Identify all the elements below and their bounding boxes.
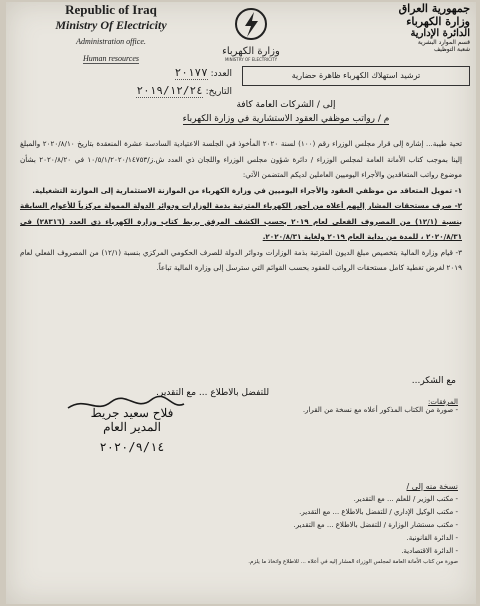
- office-en: Administration office.: [76, 37, 146, 46]
- thanks-line: مع الشكر...: [411, 376, 456, 386]
- copy-item: - مكتب الوزير / للعلم ... مع التقدير.: [353, 495, 458, 503]
- country-ar: جمهورية العراق: [398, 2, 470, 15]
- country-en: Republic of Iraq: [65, 2, 157, 17]
- subject-line: [136, 114, 436, 124]
- ministry-ar: وزارة الكهرباء: [406, 15, 470, 28]
- body-paragraph-1: تحية طيبة... إشارة إلى قرار مجلس الوزراء رقم (١٠٠) لسنة ٢٠٢٠ المأخوذ في الجلسة الاعتيادية السادسة عشرة المنعقدة بتاريخ ٢٠٢٠/٨/١٠ والمبلغ إلينا بموجب كتاب الأمانة العامة لمجلس الوزراء / دائرة شؤون مجلس الوزراء واللجان ذي العدد ش.ز/١٠/٥/١/٢٠٢٠/١٤٧٥٣ في ٢٠٢٠/٨/٢٠ بشأن موضوع رواتب المتعاقدين والأجراء اليوميين العاملين لديكم المتضمن الآتي:: [20, 139, 462, 179]
- logo-english-name: MINISTRY OF ELECTRICITY: [224, 57, 278, 62]
- copies-section: [18, 480, 458, 567]
- number-value: ٢٠١٧٧: [174, 66, 208, 79]
- signatory-name: فلاح سعيد جريط: [90, 406, 174, 420]
- dept-en: Human resources: [82, 54, 140, 63]
- reference-number: [62, 66, 232, 79]
- date-value: ٢٠١٩/١٢/٢٤: [136, 84, 203, 97]
- closing-line: للتفضل بالاطلاع ... مع التقدير.: [156, 388, 270, 398]
- copies-heading: نسخة منه إلى /: [406, 482, 458, 491]
- copy-item: - مكتب الوكيل الإداري / للتفضل بالاطلاع ... مع التقدير.: [299, 508, 458, 516]
- subject-text: م / رواتب موظفي العقود الاستشارية في وزارة الكهرباء: [182, 114, 390, 124]
- body-paragraph-4: ٣- قيام وزارة المالية بتخصيص مبلغ الديون المترتبة بذمة الوزارات ودوائر الدولة للصرف الحكومي المركزي بنسبة (١٢/١) من المصروف الفعلي لعام ٢٠١٩ لغرض تغطية كامل مستحقات الرواتب للعقود بحسب القوائم التي سترسل إلى وزارة المالية تباعاً.: [20, 247, 462, 272]
- reference-date: [62, 84, 232, 97]
- number-label: العدد:: [210, 69, 232, 79]
- body-paragraph-3: ٢- صرف مستحقات المشار إليهم أعلاه من أجور الكهرباء المترتبة بذمة الوزارات ودوائر الدولة الممولة مركزياً للأعوام السابقة بنسبة (١٢/١) من المصروف الفعلي لعام ٢٠١٩ بحسب الكشف المرفق بربط كتاب وزارة الكهرباء ذي العدد (٢٨٣١٦) في ٢٠٢٠/٨/٣١ ، للمدة من بداية العام ٢٠١٩ ولغاية ٢٠٢٠/٨/٣١.: [20, 201, 463, 241]
- signature-date: ٢٠٢٠/٩/١٤: [99, 440, 165, 454]
- lightning-logo-icon: [231, 6, 271, 42]
- ministry-logo: [220, 6, 282, 62]
- slogan-box: ترشيد استهلاك الكهرباء ظاهرة حضارية: [242, 66, 470, 86]
- english-letterhead: [36, 2, 186, 65]
- arabic-letterhead: [300, 2, 470, 53]
- copy-item: - مكتب مستشار الوزارة / للتفضل بالاطلاع ... مع التقدير.: [293, 521, 458, 529]
- addressee: إلى / الشركات العامة كافة: [236, 100, 336, 110]
- ministry-en: Ministry Of Electricity: [55, 18, 167, 32]
- copy-item: - الدائرة الاقتصادية.: [401, 547, 458, 555]
- logo-arabic-name: وزارة الكهرباء: [222, 46, 280, 57]
- signature-block: [62, 406, 202, 454]
- signatory-title: المدير العام: [103, 420, 161, 434]
- attachments-heading: المرفقات:: [428, 398, 458, 406]
- attachment-item: - صورة من الكتاب المذكور أعلاه مع نسخة من القرار.: [302, 406, 458, 414]
- dept-ar: قسم الموارد البشرية: [417, 39, 470, 46]
- office-ar: الدائرة الإدارية: [410, 28, 470, 39]
- date-label: التاريخ:: [205, 87, 232, 97]
- document-page: [6, 2, 476, 604]
- body-paragraph-2: ١- تمويل المتعاقد من موظفي العقود والأجراء اليوميين في وزارة الكهرباء من الموازنة الاستثمارية إلى الموازنة التشغيلية.: [32, 185, 462, 195]
- copy-item: - الدائرة القانونية.: [406, 534, 458, 542]
- unit-ar: شعبة التوظيف: [433, 46, 470, 53]
- attachments: [303, 398, 458, 414]
- copies-footnote: صورة من كتاب الأمانة العامة لمجلس الوزراء المشار إليه في أعلاه ... للاطلاع واتخاذ ما يلزم.: [248, 559, 458, 565]
- letter-body: [20, 136, 462, 276]
